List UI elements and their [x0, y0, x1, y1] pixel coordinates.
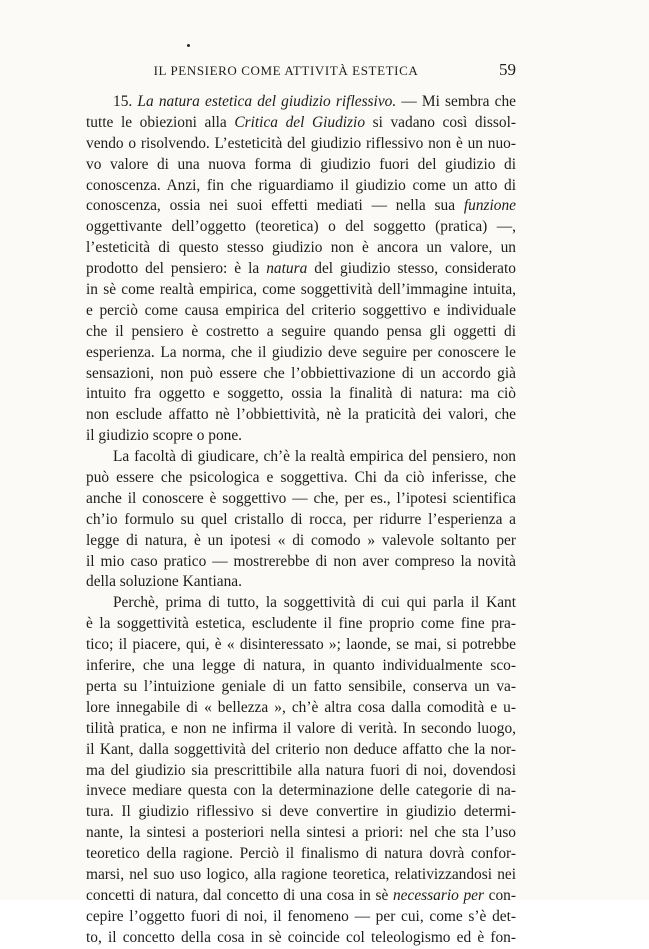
text-line [86, 761, 516, 782]
text-line [86, 447, 516, 468]
text-segment: si vadano così dissol- [365, 113, 516, 131]
text-line [86, 322, 516, 343]
text-line [86, 259, 516, 280]
text-segment: to, il concetto della cosa in sè coincide col teleologismo ed è fon- [86, 928, 516, 946]
text-segment: perta su l’intuizione geniale di un fatto sensibile, conserva un va- [86, 677, 516, 695]
page-number: 59 [499, 60, 516, 79]
text-line [86, 740, 516, 761]
text-segment: inferire, che una legge di natura, in quanto individualmente sco- [86, 657, 516, 675]
text-segment: il giudizio scopre o pone. [86, 427, 243, 445]
text-segment: con- [483, 886, 516, 904]
text-segment: lore innegabile di « bellezza », ch’è altra cosa dalla comodità e u- [86, 698, 516, 716]
text-line [86, 364, 516, 385]
text-line [86, 614, 516, 635]
text-segment: anche il conoscere è soggettivo — che, per es., l’ipotesi scientifica [86, 489, 516, 507]
text-line [86, 384, 516, 405]
text-line [86, 635, 516, 656]
text-segment: tico; il piacere, qui, è « disinteressato »; laonde, se mai, si potrebbe [86, 636, 516, 654]
text-segment: sensazioni, non può essere che l’obbiettivazione di un accordo già [86, 364, 516, 382]
text-line [86, 280, 516, 301]
text-segment: tutte le obiezioni alla [86, 113, 235, 131]
text-line [86, 823, 516, 844]
italic-text: La natura estetica del giudizio riflessivo. [137, 93, 397, 110]
ink-speck [187, 44, 190, 47]
text-segment: cepire l’oggetto fuori di noi, il fenomeno — per cui, come s’è det- [86, 907, 516, 925]
text-line [86, 134, 516, 155]
text-segment: nante, la sintesi a posteriori nella sintesi a priori: nel che sta l’uso [86, 824, 516, 842]
text-segment: non esclude affatto nè l’obbiettività, nè la praticità dei valori, che [86, 406, 516, 424]
text-segment: l’esteticità di questo stesso giudizio non è ancora un valore, un [86, 239, 516, 257]
text-segment: conoscenza, ossia nei suoi effetti mediati — nella sua [86, 197, 464, 215]
text-line [86, 196, 516, 217]
text-line [86, 531, 516, 552]
text-segment: il Kant, dalla soggettività del criterio non deduce affatto che la nor- [86, 740, 516, 758]
italic-text: funzione [463, 197, 516, 215]
text-segment: il mio caso pratico — mostrerebbe di non aver compreso la novità [86, 552, 516, 570]
italic-text: necessario per [392, 886, 484, 904]
text-segment: in sè come realtà empirica, come soggettività dell’immagine intuita, [86, 281, 516, 299]
text-line [86, 656, 516, 677]
text-line [86, 468, 516, 489]
text-segment: — Mi sembra che [396, 93, 516, 110]
text-line [86, 719, 516, 740]
running-title: IL PENSIERO COME ATTIVITÀ ESTETICA [153, 63, 419, 78]
text-line [86, 155, 516, 176]
text-line [86, 489, 516, 510]
text-segment: intuito fra oggetto e soggetto, ossia la finalità di natura: ma ciò [86, 385, 516, 403]
text-segment: e perciò come causa empirica del criterio soggettivo e individuale [86, 301, 516, 319]
body-text [86, 92, 516, 949]
text-segment: oggettivante dell’oggetto (teoretica) o del soggetto (pratica) —, [86, 218, 516, 236]
text-segment: invece mediare questa con la determinazione delle categorie di na- [86, 782, 516, 800]
text-segment: legge di natura, è un ipotesi « di comodo » valevole soltanto per [86, 531, 516, 549]
text-line [86, 593, 516, 614]
text-line [86, 698, 516, 719]
text-line [86, 426, 516, 447]
text-segment: teoretico della ragione. Perciò il finalismo di natura dovrà confor- [86, 845, 516, 863]
text-line [86, 301, 516, 322]
text-line [86, 238, 516, 259]
text-line [86, 113, 516, 134]
text-line [86, 217, 516, 238]
text-line [86, 343, 516, 364]
italic-text: Critica del Giudizio [234, 113, 366, 131]
text-segment: vo valore di una nuova forma di giudizio fuori del giudizio di [86, 155, 516, 173]
text-segment: Perchè, prima di tutto, la soggettività di cui qui parla il Kant [113, 594, 516, 612]
italic-text: natura [266, 260, 308, 278]
text-segment: vendo o risolvendo. L’esteticità del giudizio riflessivo non è un nuo- [86, 134, 516, 152]
text-segment: prodotto del pensiero: è la [86, 260, 267, 278]
text-segment: della soluzione Kantiana. [86, 573, 242, 591]
text-line [86, 552, 516, 573]
text-line [86, 865, 516, 886]
text-segment: esperienza. La norma, che il giudizio deve seguire per conoscere le [86, 343, 516, 361]
text-line [86, 572, 516, 593]
text-segment: concetti di natura, dal concetto di una cosa in sè [86, 886, 393, 904]
text-segment: 15. [113, 93, 138, 110]
text-segment: del giudizio stesso, considerato [307, 260, 516, 278]
text-line [86, 92, 516, 113]
text-segment: conoscenza. Anzi, fin che riguardiamo il giudizio come un atto di [86, 176, 516, 194]
text-segment: tilità pratica, e non ne infirma il valore di verità. In secondo luogo, [86, 719, 516, 737]
text-line [86, 907, 516, 928]
text-segment: può essere che psicologica e soggettiva. Chi da ciò inferisse, che [86, 469, 516, 487]
text-line [86, 781, 516, 802]
text-segment: La facoltà di giudicare, ch’è la realtà empirica del pensiero, non [113, 448, 516, 466]
text-line [86, 176, 516, 197]
text-segment: è la soggettività estetica, escludente il fine proprio come fine pra- [86, 615, 516, 633]
text-line [86, 928, 516, 949]
text-line [86, 802, 516, 823]
text-line [86, 677, 516, 698]
text-line [86, 886, 516, 907]
text-segment: tura. Il giudizio riflessivo si deve convertire in giudizio determi- [86, 803, 516, 821]
text-segment: ch’io formulo su quel cristallo di rocca, per ridurre l’esperienza a [86, 510, 516, 528]
text-segment: ma del giudizio sia prescrittibile alla natura fuori di noi, dovendosi [86, 761, 516, 779]
text-line [86, 844, 516, 865]
text-segment: che il pensiero è costretto a seguire quando pensa gli oggetti di [86, 322, 516, 340]
text-line [86, 510, 516, 531]
text-segment: marsi, nel suo uso logico, alla ragione teoretica, relativizzandosi nei [86, 865, 516, 883]
text-line [86, 405, 516, 426]
running-header [86, 60, 516, 80]
